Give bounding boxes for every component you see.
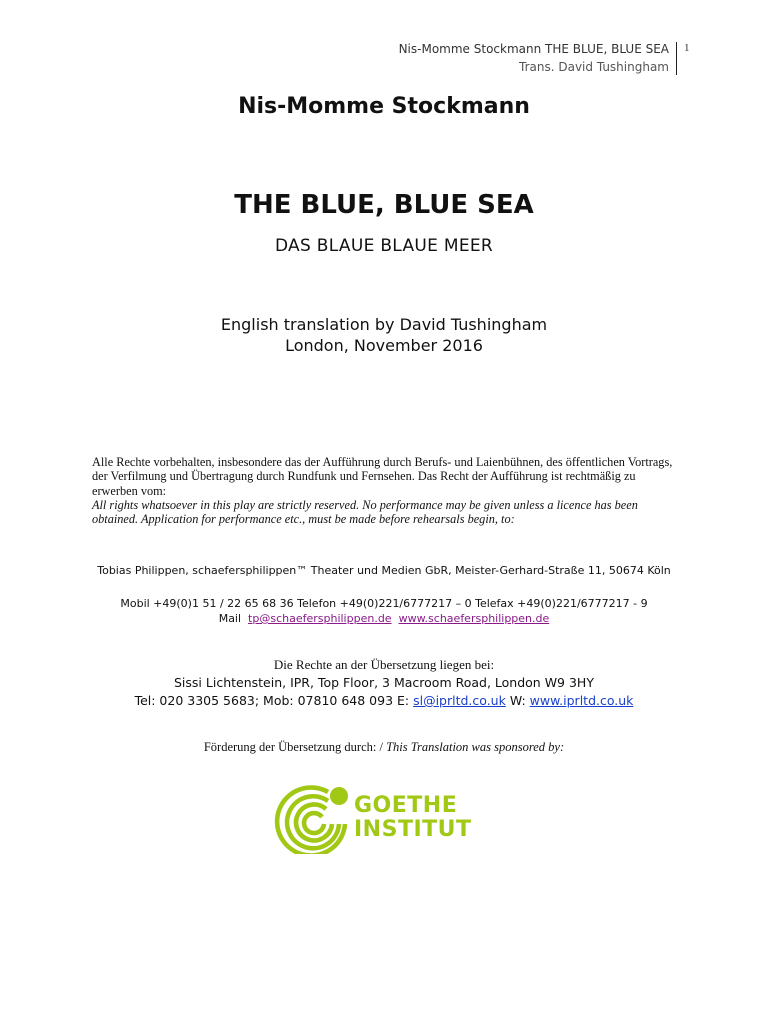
web-label: W: (509, 693, 526, 708)
mail-label: Mail (218, 612, 242, 625)
agent-phones: Mobil +49(0)1 51 / 22 65 68 36 Telefon +49(0)221/6777217 – 0 Telefax +49(0)221/6777217 - 9 (120, 597, 648, 610)
translation-credit (0, 314, 768, 356)
translation-rights-holder (0, 674, 768, 710)
original-title: DAS BLAUE BLAUE MEER (274, 236, 494, 256)
sponsor-german: Förderung der Übersetzung durch: / (203, 740, 383, 754)
rights-holder-contact (0, 692, 768, 710)
rights-holder-address: Sissi Lichtenstein, IPR, Top Floor, 3 Macroom Road, London W9 3HY (174, 675, 594, 690)
header-divider (676, 42, 677, 75)
author-name: Nis-Momme Stockmann (238, 94, 530, 119)
sponsor-line (0, 740, 768, 755)
goethe-swirl-icon (272, 776, 352, 854)
translation-date: London, November 2016 (285, 336, 483, 355)
goethe-wordmark (354, 794, 472, 842)
rights-notice (92, 455, 682, 526)
agent-address: Tobias Philippen, schaefersphilippen™ Theater und Medien GbR, Meister-Gerhard-Straße 11, 50674 Köln (97, 564, 671, 577)
translator-line: English translation by David Tushingham (220, 315, 548, 334)
rights-holder-website-link[interactable]: www.iprltd.co.uk (529, 693, 634, 708)
logo-line-1: GOETHE (354, 793, 458, 818)
rights-holder-phones: Tel: 020 3305 5683; Mob: 07810 648 093 E: (134, 693, 410, 708)
play-title: THE BLUE, BLUE SEA (234, 190, 534, 220)
rights-holder-email-link[interactable]: sl@iprltd.co.uk (413, 693, 506, 708)
logo-line-2: INSTITUT (354, 817, 472, 842)
agent-contact (0, 596, 768, 626)
running-header (399, 40, 669, 76)
sponsor-english: This Translation was sponsored by: (386, 740, 565, 754)
agent-mail-line (0, 611, 768, 626)
translation-rights-label: Die Rechte an der Übersetzung liegen bei: (273, 657, 495, 672)
agent-website-link[interactable]: www.schaefersphilippen.de (398, 612, 550, 625)
goethe-institut-logo (272, 776, 498, 854)
page-number: 1 (684, 42, 690, 54)
rights-english: All rights whatsoever in this play are strictly reserved. No performance may be given unless a licence has been obtained. Application for performance etc., must be made before rehearsals begin, to: (92, 497, 638, 527)
header-title: Nis-Momme Stockmann THE BLUE, BLUE SEA (398, 42, 669, 56)
rights-german: Alle Rechte vorbehalten, insbesondere das der Aufführung durch Berufs- und Laienbühnen, des öffentlichen Vortrags, der Verfilmung und Übertragung durch Rundfunk und Fernsehen. Das Recht der Aufführung ist rechtmäßig zu erwerben vom: (92, 455, 673, 498)
agent-email-link[interactable]: tp@schaefersphilippen.de (248, 612, 392, 625)
header-translator: Trans. David Tushingham (519, 60, 669, 74)
